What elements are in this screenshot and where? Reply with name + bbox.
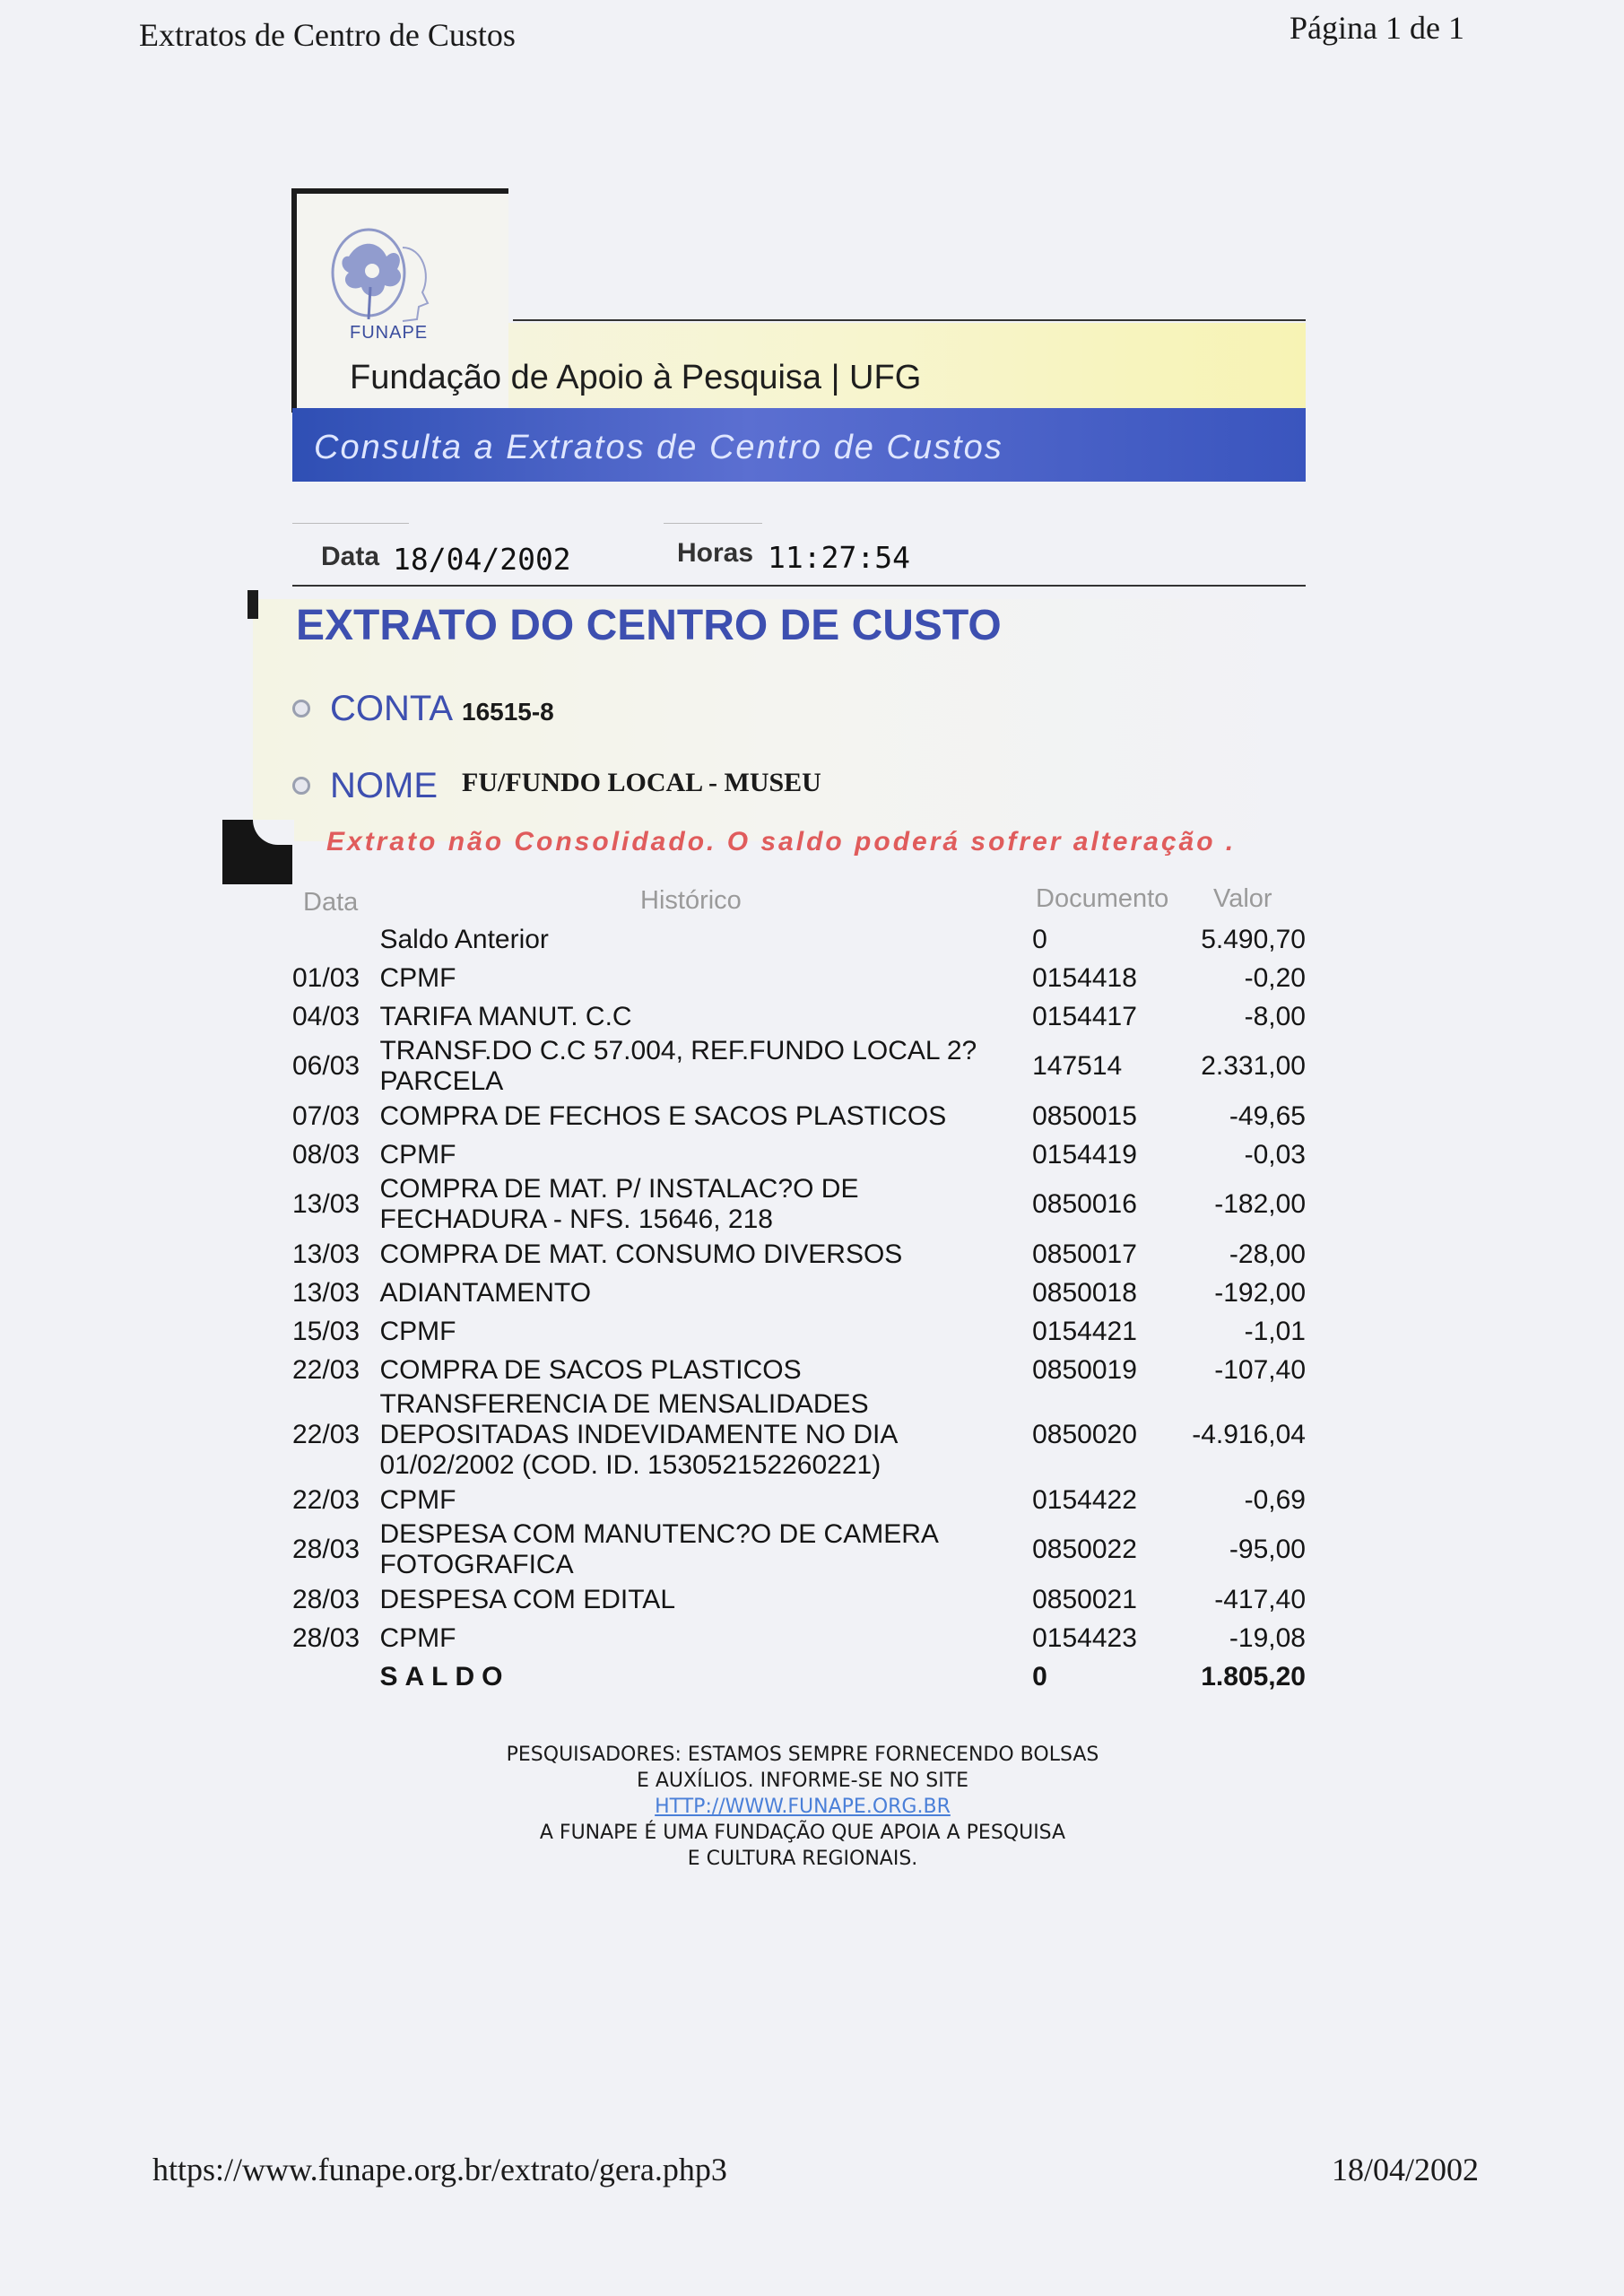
cell-date: 01/03 [292, 962, 360, 993]
cell-valor: -107,40 [1214, 1354, 1306, 1385]
cell-valor: -4.916,04 [1192, 1420, 1306, 1449]
cell-date: 22/03 [292, 1354, 360, 1385]
name-label: NOME [330, 766, 438, 805]
banner-divider [513, 319, 1306, 321]
table-row [292, 1097, 1311, 1135]
page-title: Consulta a Extratos de Centro de Custos [314, 429, 1003, 466]
cell-historico: CPMF [379, 1139, 456, 1170]
cell-valor: -8,00 [1244, 1001, 1306, 1031]
cell-date: 06/03 [292, 1051, 360, 1081]
footer-notice [404, 1742, 1202, 1872]
cell-documento: 147514 [1032, 1051, 1123, 1081]
table-row [292, 1389, 1311, 1481]
cell-historico: DESPESA COM MANUTENC?O DE CAMERA FOTOGRAFICA [379, 1519, 938, 1579]
cell-valor: 5.490,70 [1201, 924, 1306, 954]
print-footer-date: 18/04/2002 [1331, 2152, 1479, 2187]
extrato-title: EXTRATO DO CENTRO DE CUSTO [296, 602, 1002, 649]
cell-historico: TRANSFERENCIA DE MENSALIDADES DEPOSITADAS INDEVIDAMENTE NO DIA 01/02/2002 (COD. ID. 153052152260221) [379, 1389, 897, 1480]
table-row [292, 1312, 1311, 1351]
cell-documento: 0154422 [1032, 1484, 1137, 1515]
bullet-icon [292, 777, 310, 795]
date-value: 18/04/2002 [393, 542, 571, 577]
cell-date [292, 920, 374, 959]
cell-valor: -417,40 [1214, 1584, 1306, 1614]
cell-documento: 0850019 [1032, 1354, 1137, 1385]
column-header-documento: Documento [1036, 884, 1169, 913]
cell-documento: 0154421 [1032, 1316, 1137, 1346]
print-footer-url: https://www.funape.org.br/extrato/gera.php3 [152, 2152, 727, 2187]
cell-documento: 0850018 [1032, 1277, 1137, 1308]
transactions-table [292, 920, 1311, 1696]
account-value: 16515-8 [462, 698, 554, 726]
cell-date: 07/03 [292, 1100, 360, 1131]
table-row [292, 1481, 1311, 1519]
table-row [292, 1619, 1311, 1657]
cell-documento: 0850022 [1032, 1535, 1137, 1564]
cell-historico: CPMF [379, 1316, 456, 1346]
cell-date: 13/03 [292, 1277, 360, 1308]
cell-documento: 0154419 [1032, 1139, 1137, 1170]
panel-corner [248, 590, 258, 619]
cell-historico: COMPRA DE MAT. CONSUMO DIVERSOS [379, 1239, 903, 1269]
cell-date: 28/03 [292, 1584, 360, 1614]
cell-valor: -192,00 [1214, 1277, 1306, 1308]
print-header-title: Extratos de Centro de Custos [139, 17, 516, 53]
table-row [292, 1519, 1311, 1580]
section-divider [292, 585, 1306, 587]
cell-date: 22/03 [292, 1420, 360, 1449]
cell-documento: 0850021 [1032, 1584, 1137, 1614]
account-label: CONTA [330, 689, 454, 728]
cell-documento: 0850016 [1032, 1189, 1137, 1219]
balance-documento: 0 [1032, 1661, 1047, 1692]
table-row [292, 1274, 1311, 1312]
cell-historico: CPMF [379, 1622, 456, 1653]
cell-historico: COMPRA DE FECHOS E SACOS PLASTICOS [379, 1100, 947, 1131]
table-row [292, 1351, 1311, 1389]
table-row [292, 959, 1311, 997]
balance-label: SALDO [379, 1661, 510, 1692]
banner-subtitle: Fundação de Apoio à Pesquisa | UFG [350, 359, 922, 396]
cell-valor: -0,03 [1244, 1139, 1306, 1170]
bullet-icon [292, 700, 310, 718]
balance-row [292, 1657, 1311, 1696]
cell-valor: -28,00 [1229, 1239, 1306, 1269]
cell-valor: 2.331,00 [1201, 1051, 1306, 1081]
balance-value: 1.805,20 [1201, 1661, 1306, 1692]
cell-valor: -0,20 [1244, 962, 1306, 993]
table-row [292, 1580, 1311, 1619]
cell-date: 22/03 [292, 1484, 360, 1515]
table-row [292, 920, 1311, 959]
cell-valor: -49,65 [1229, 1100, 1306, 1131]
cell-valor: -1,01 [1244, 1316, 1306, 1346]
cell-documento: 0850020 [1032, 1420, 1137, 1449]
cell-historico: CPMF [379, 962, 456, 993]
cell-date: 13/03 [292, 1189, 360, 1219]
meta-separator [664, 523, 762, 524]
cell-documento: 0154423 [1032, 1622, 1137, 1653]
cell-date: 15/03 [292, 1316, 360, 1346]
cell-historico: ADIANTAMENTO [379, 1277, 592, 1308]
cell-date: 28/03 [292, 1622, 360, 1653]
cell-historico: COMPRA DE MAT. P/ INSTALAC?O DE FECHADURA - NFS. 15646, 218 [379, 1174, 859, 1234]
cell-documento: 0154417 [1032, 1001, 1137, 1031]
notice-line: E AUXÍLIOS. INFORME-SE NO SITE [636, 1770, 969, 1792]
notice-line: A FUNAPE É UMA FUNDAÇÃO QUE APOIA A PESQUISA [539, 1822, 1066, 1844]
date-label: Data [321, 542, 380, 571]
cell-documento: 0850017 [1032, 1239, 1137, 1269]
cell-documento: 0 [1032, 924, 1047, 954]
cell-date: 08/03 [292, 1139, 360, 1170]
cell-valor: -95,00 [1229, 1535, 1306, 1564]
table-row [292, 1135, 1311, 1174]
cell-date: 28/03 [292, 1535, 360, 1564]
meta-separator [292, 523, 409, 524]
cell-valor: -0,69 [1244, 1484, 1306, 1515]
time-value: 11:27:54 [768, 540, 910, 575]
cell-historico: DESPESA COM EDITAL [379, 1584, 675, 1614]
name-value: FU/FUNDO LOCAL - MUSEU [462, 768, 821, 797]
print-page-number: Página 1 de 1 [1290, 10, 1464, 46]
warning-message: Extrato não Consolidado. O saldo poderá sofrer alteração . [326, 827, 1237, 857]
cell-documento: 0154418 [1032, 962, 1137, 993]
column-header-historico: Histórico [640, 886, 742, 915]
column-header-data: Data [303, 888, 359, 917]
cell-date [292, 1657, 374, 1696]
cell-valor: -182,00 [1214, 1189, 1306, 1219]
cell-date: 04/03 [292, 1001, 360, 1031]
notice-line: E CULTURA REGIONAIS. [687, 1848, 918, 1870]
logo-text: FUNAPE [350, 323, 429, 343]
table-row [292, 997, 1311, 1036]
cell-historico: TRANSF.DO C.C 57.004, REF.FUNDO LOCAL 2? PARCELA [379, 1036, 977, 1096]
cell-valor: -19,08 [1229, 1622, 1306, 1653]
time-label: Horas [677, 538, 754, 568]
cell-documento: 0850015 [1032, 1100, 1137, 1131]
cell-date: 13/03 [292, 1239, 360, 1269]
cell-historico: COMPRA DE SACOS PLASTICOS [379, 1354, 802, 1385]
notice-line: PESQUISADORES: ESTAMOS SEMPRE FORNECENDO BOLSAS [506, 1744, 1099, 1766]
table-row [292, 1235, 1311, 1274]
cell-historico: CPMF [379, 1484, 456, 1515]
table-row [292, 1036, 1311, 1097]
site-link[interactable]: HTTP://WWW.FUNAPE.ORG.BR [655, 1796, 951, 1818]
column-header-valor: Valor [1213, 884, 1272, 913]
table-row [292, 1174, 1311, 1235]
cell-historico: TARIFA MANUT. C.C [379, 1001, 632, 1031]
cell-historico: Saldo Anterior [379, 924, 549, 954]
